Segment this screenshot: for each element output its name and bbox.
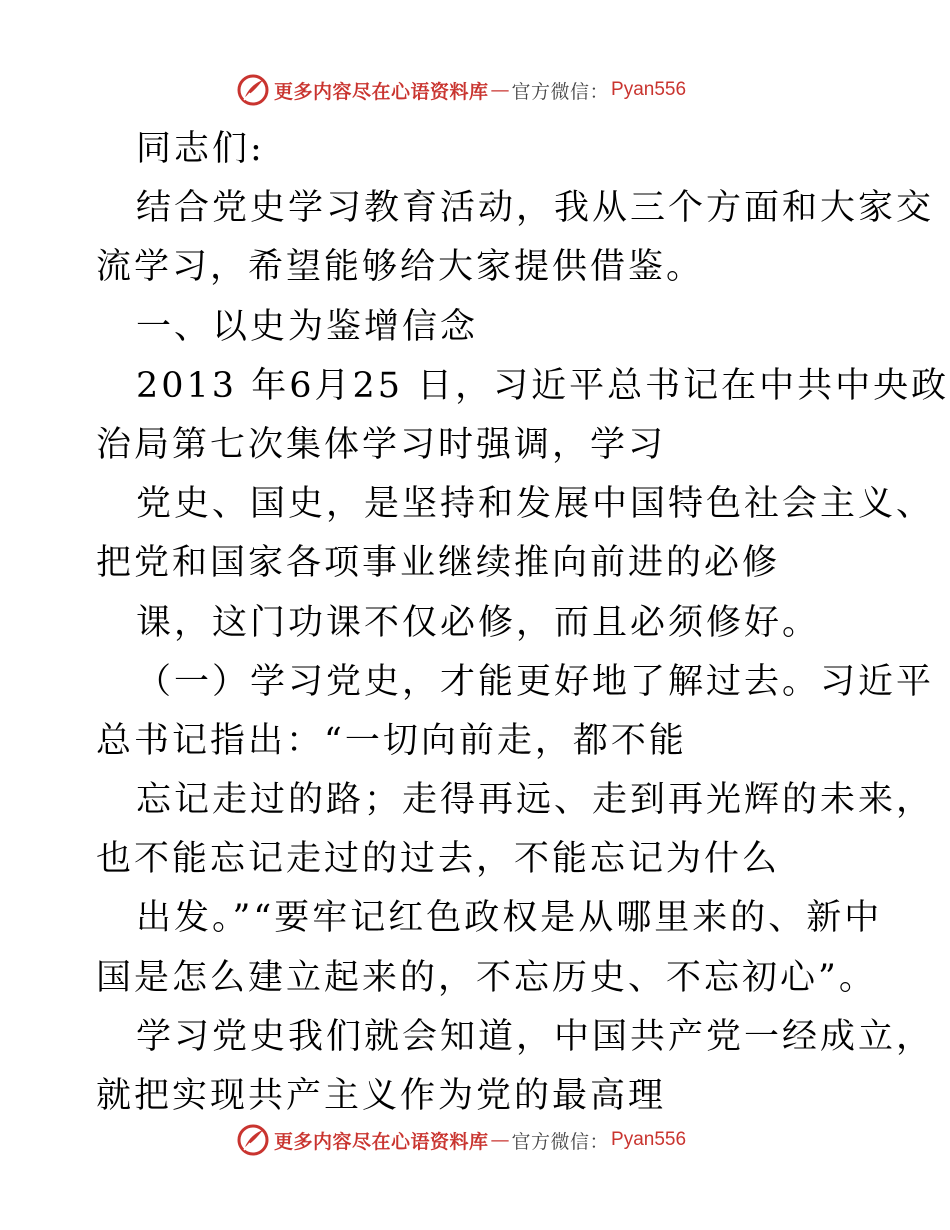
- watermark-official-label: 官方微信：: [511, 1130, 610, 1153]
- header-watermark: [236, 72, 686, 108]
- salutation-line: 同志们:: [136, 129, 265, 169]
- section-heading: 一、以史为鉴增信念: [136, 306, 479, 347]
- body-line: 结合党史学习教育活动，我从三个方面和大家交: [136, 188, 935, 229]
- body-line: 学习党史我们就会知道，中国共产党一经成立，: [136, 1016, 935, 1057]
- watermark-wechat-id: Pyan556: [611, 1129, 687, 1150]
- body-line: 党史、国史，是坚持和发展中国特色社会主义、: [136, 484, 935, 525]
- watermark-main-text: 更多内容尽在心语资料库: [274, 1130, 489, 1153]
- body-line: 治局第七次集体学习时强调，学习: [96, 424, 667, 465]
- feather-logo-icon: [236, 1123, 270, 1157]
- body-line: 课，这门功课不仅必修，而且必须修好。: [136, 602, 821, 643]
- body-line: 也不能忘记走过的过去，不能忘记为什么: [96, 839, 781, 880]
- document-body: [96, 120, 950, 1126]
- subsection-line: （一）学习党史，才能更好地了解过去。习近平: [136, 661, 935, 702]
- watermark-official-label: 官方微信：: [511, 80, 610, 103]
- watermark-wechat-id: Pyan556: [611, 79, 687, 100]
- body-line: 总书记指出：“一切向前走，都不能: [96, 720, 687, 761]
- body-line: 把党和国家各项事业继续推向前进的必修: [96, 543, 781, 584]
- body-line: 出发。”“要牢记红色政权是从哪里来的、新中: [136, 898, 883, 939]
- watermark-dash: —: [490, 1129, 510, 1151]
- body-line: 国是怎么建立起来的，不忘历史、不忘初心”。: [96, 957, 877, 998]
- feather-logo-icon: [236, 73, 270, 107]
- body-line: 忘记走过的路；走得再远、走到再光辉的未来，: [136, 780, 935, 821]
- footer-watermark: [236, 1122, 686, 1158]
- body-line: 2013 年6月25 日，习近平总书记在中共中央政: [136, 365, 950, 406]
- watermark-main-text: 更多内容尽在心语资料库: [274, 80, 489, 103]
- watermark-dash: —: [490, 79, 510, 101]
- body-line: 流学习，希望能够给大家提供借鉴。: [96, 247, 705, 288]
- body-line: 就把实现共产主义作为党的最高理: [96, 1076, 667, 1116]
